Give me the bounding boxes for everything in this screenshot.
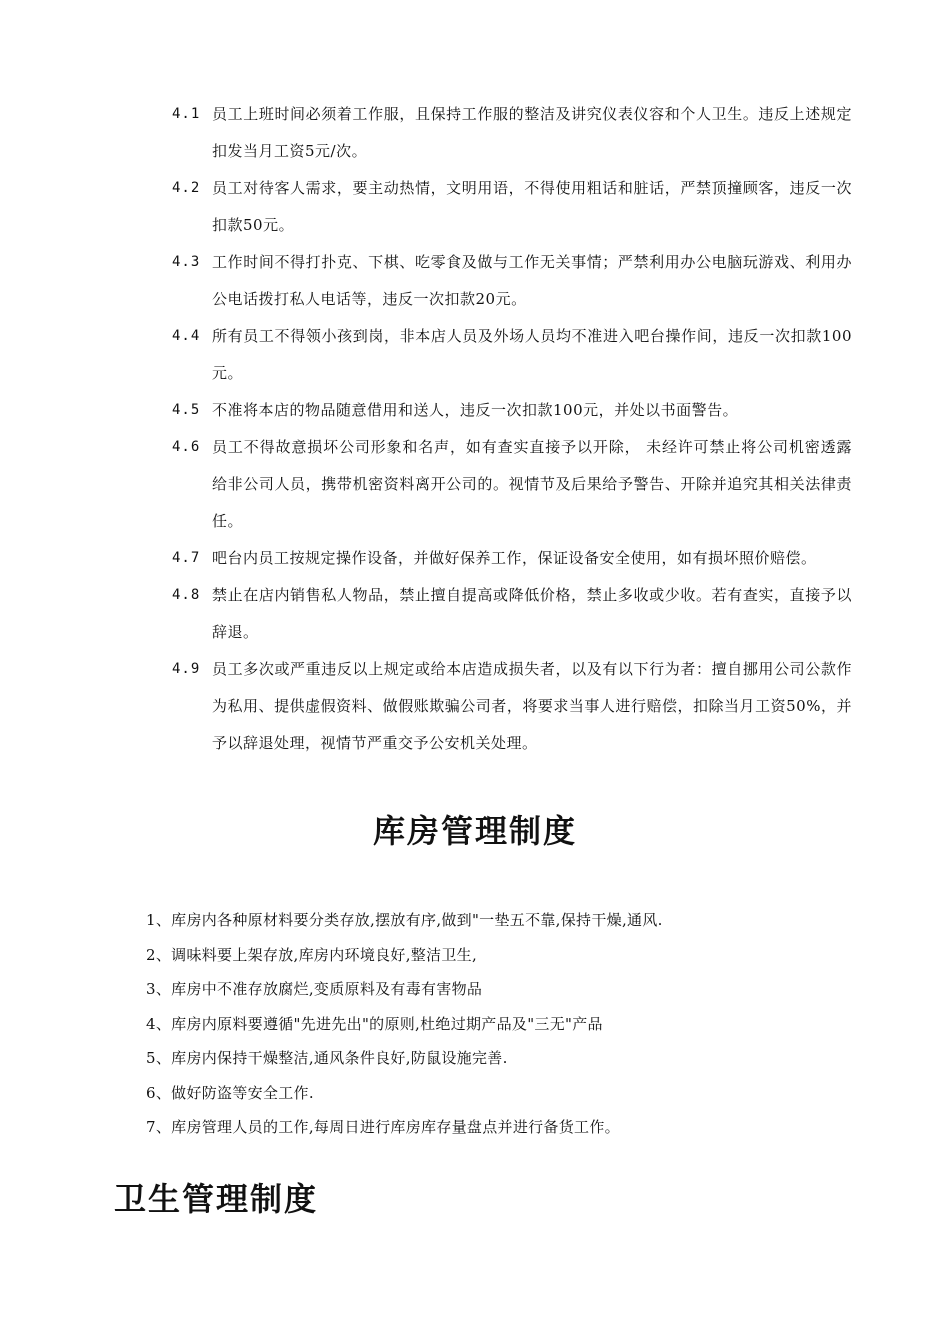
rule-number: 4.3 — [172, 254, 201, 270]
rule-item — [172, 244, 852, 318]
rule-text: 员工上班时间必须着工作服，且保持工作服的整洁及讲究仪表仪容和个人卫生。违反上述规定扣发当月工资5元/次。 — [212, 105, 852, 160]
list-item: 3、库房中不准存放腐烂,变质原料及有毒有害物品 — [146, 980, 483, 998]
list-item: 1、库房内各种原材料要分类存放,摆放有序,做到"一垫五不靠,保持干燥,通风. — [146, 911, 663, 929]
rule-number: 4.9 — [172, 661, 201, 677]
rule-number: 4.5 — [172, 402, 201, 418]
warehouse-section-title: 库房管理制度 — [372, 812, 577, 850]
rule-item — [172, 540, 852, 577]
rule-item — [172, 170, 852, 244]
rule-number: 4.7 — [172, 550, 201, 566]
rule-item — [172, 96, 852, 170]
warehouse-rules-list — [146, 903, 846, 1145]
rule-number: 4.6 — [172, 439, 201, 455]
rule-text: 工作时间不得打扑克、下棋、吃零食及做与工作无关事情；严禁利用办公电脑玩游戏、利用办公电话拨打私人电话等，违反一次扣款20元。 — [212, 253, 852, 308]
rule-item — [172, 318, 852, 392]
list-item: 2、调味料要上架存放,库房内环境良好,整洁卫生, — [146, 945, 478, 964]
rule-item — [172, 429, 852, 540]
rule-item — [172, 651, 852, 762]
rule-text: 禁止在店内销售私人物品，禁止擅自提高或降低价格，禁止多收或少收。若有查实，直接予以辞退。 — [212, 586, 852, 641]
rule-number: 4.1 — [172, 106, 201, 122]
rule-text: 不准将本店的物品随意借用和送人，违反一次扣款100元，并处以书面警告。 — [212, 401, 739, 419]
rule-item — [172, 392, 852, 429]
rule-text: 员工对待客人需求，要主动热情，文明用语，不得使用粗话和脏话，严禁顶撞顾客，违反一次扣款50元。 — [212, 179, 852, 234]
rule-item — [172, 577, 852, 651]
employee-rules-list — [172, 96, 852, 762]
rule-text: 吧台内员工按规定操作设备，并做好保养工作，保证设备安全使用，如有损坏照价赔偿。 — [212, 549, 817, 567]
list-item: 5、库房内保持干燥整洁,通风条件良好,防鼠设施完善. — [146, 1049, 508, 1067]
list-item: 7、库房管理人员的工作,每周日进行库房库存量盘点并进行备货工作。 — [146, 1118, 620, 1136]
rule-text: 员工多次或严重违反以上规定或给本店造成损失者，以及有以下行为者：擅自挪用公司公款作为私用、提供虚假资料、做假账欺骗公司者，将要求当事人进行赔偿，扣除当月工资50%，并予以辞退处理，视情节严重交予公安机关处理。 — [212, 660, 852, 752]
rule-number: 4.4 — [172, 328, 201, 344]
list-item: 6、做好防盗等安全工作. — [146, 1083, 314, 1102]
rule-text: 所有员工不得领小孩到岗，非本店人员及外场人员均不准进入吧台操作间，违反一次扣款100元。 — [212, 327, 852, 382]
rule-number: 4.8 — [172, 587, 201, 603]
list-item: 4、库房内原料要遵循"先进先出"的原则,杜绝过期产品及"三无"产品 — [146, 1014, 603, 1033]
rule-number: 4.2 — [172, 180, 201, 196]
rule-text: 员工不得故意损坏公司形象和名声，如有查实直接予以开除， 未经许可禁止将公司机密透露给非公司人员，携带机密资料离开公司的。视情节及后果给予警告、开除并追究其相关法律责任。 — [212, 438, 852, 530]
hygiene-section-title: 卫生管理制度 — [114, 1180, 319, 1218]
